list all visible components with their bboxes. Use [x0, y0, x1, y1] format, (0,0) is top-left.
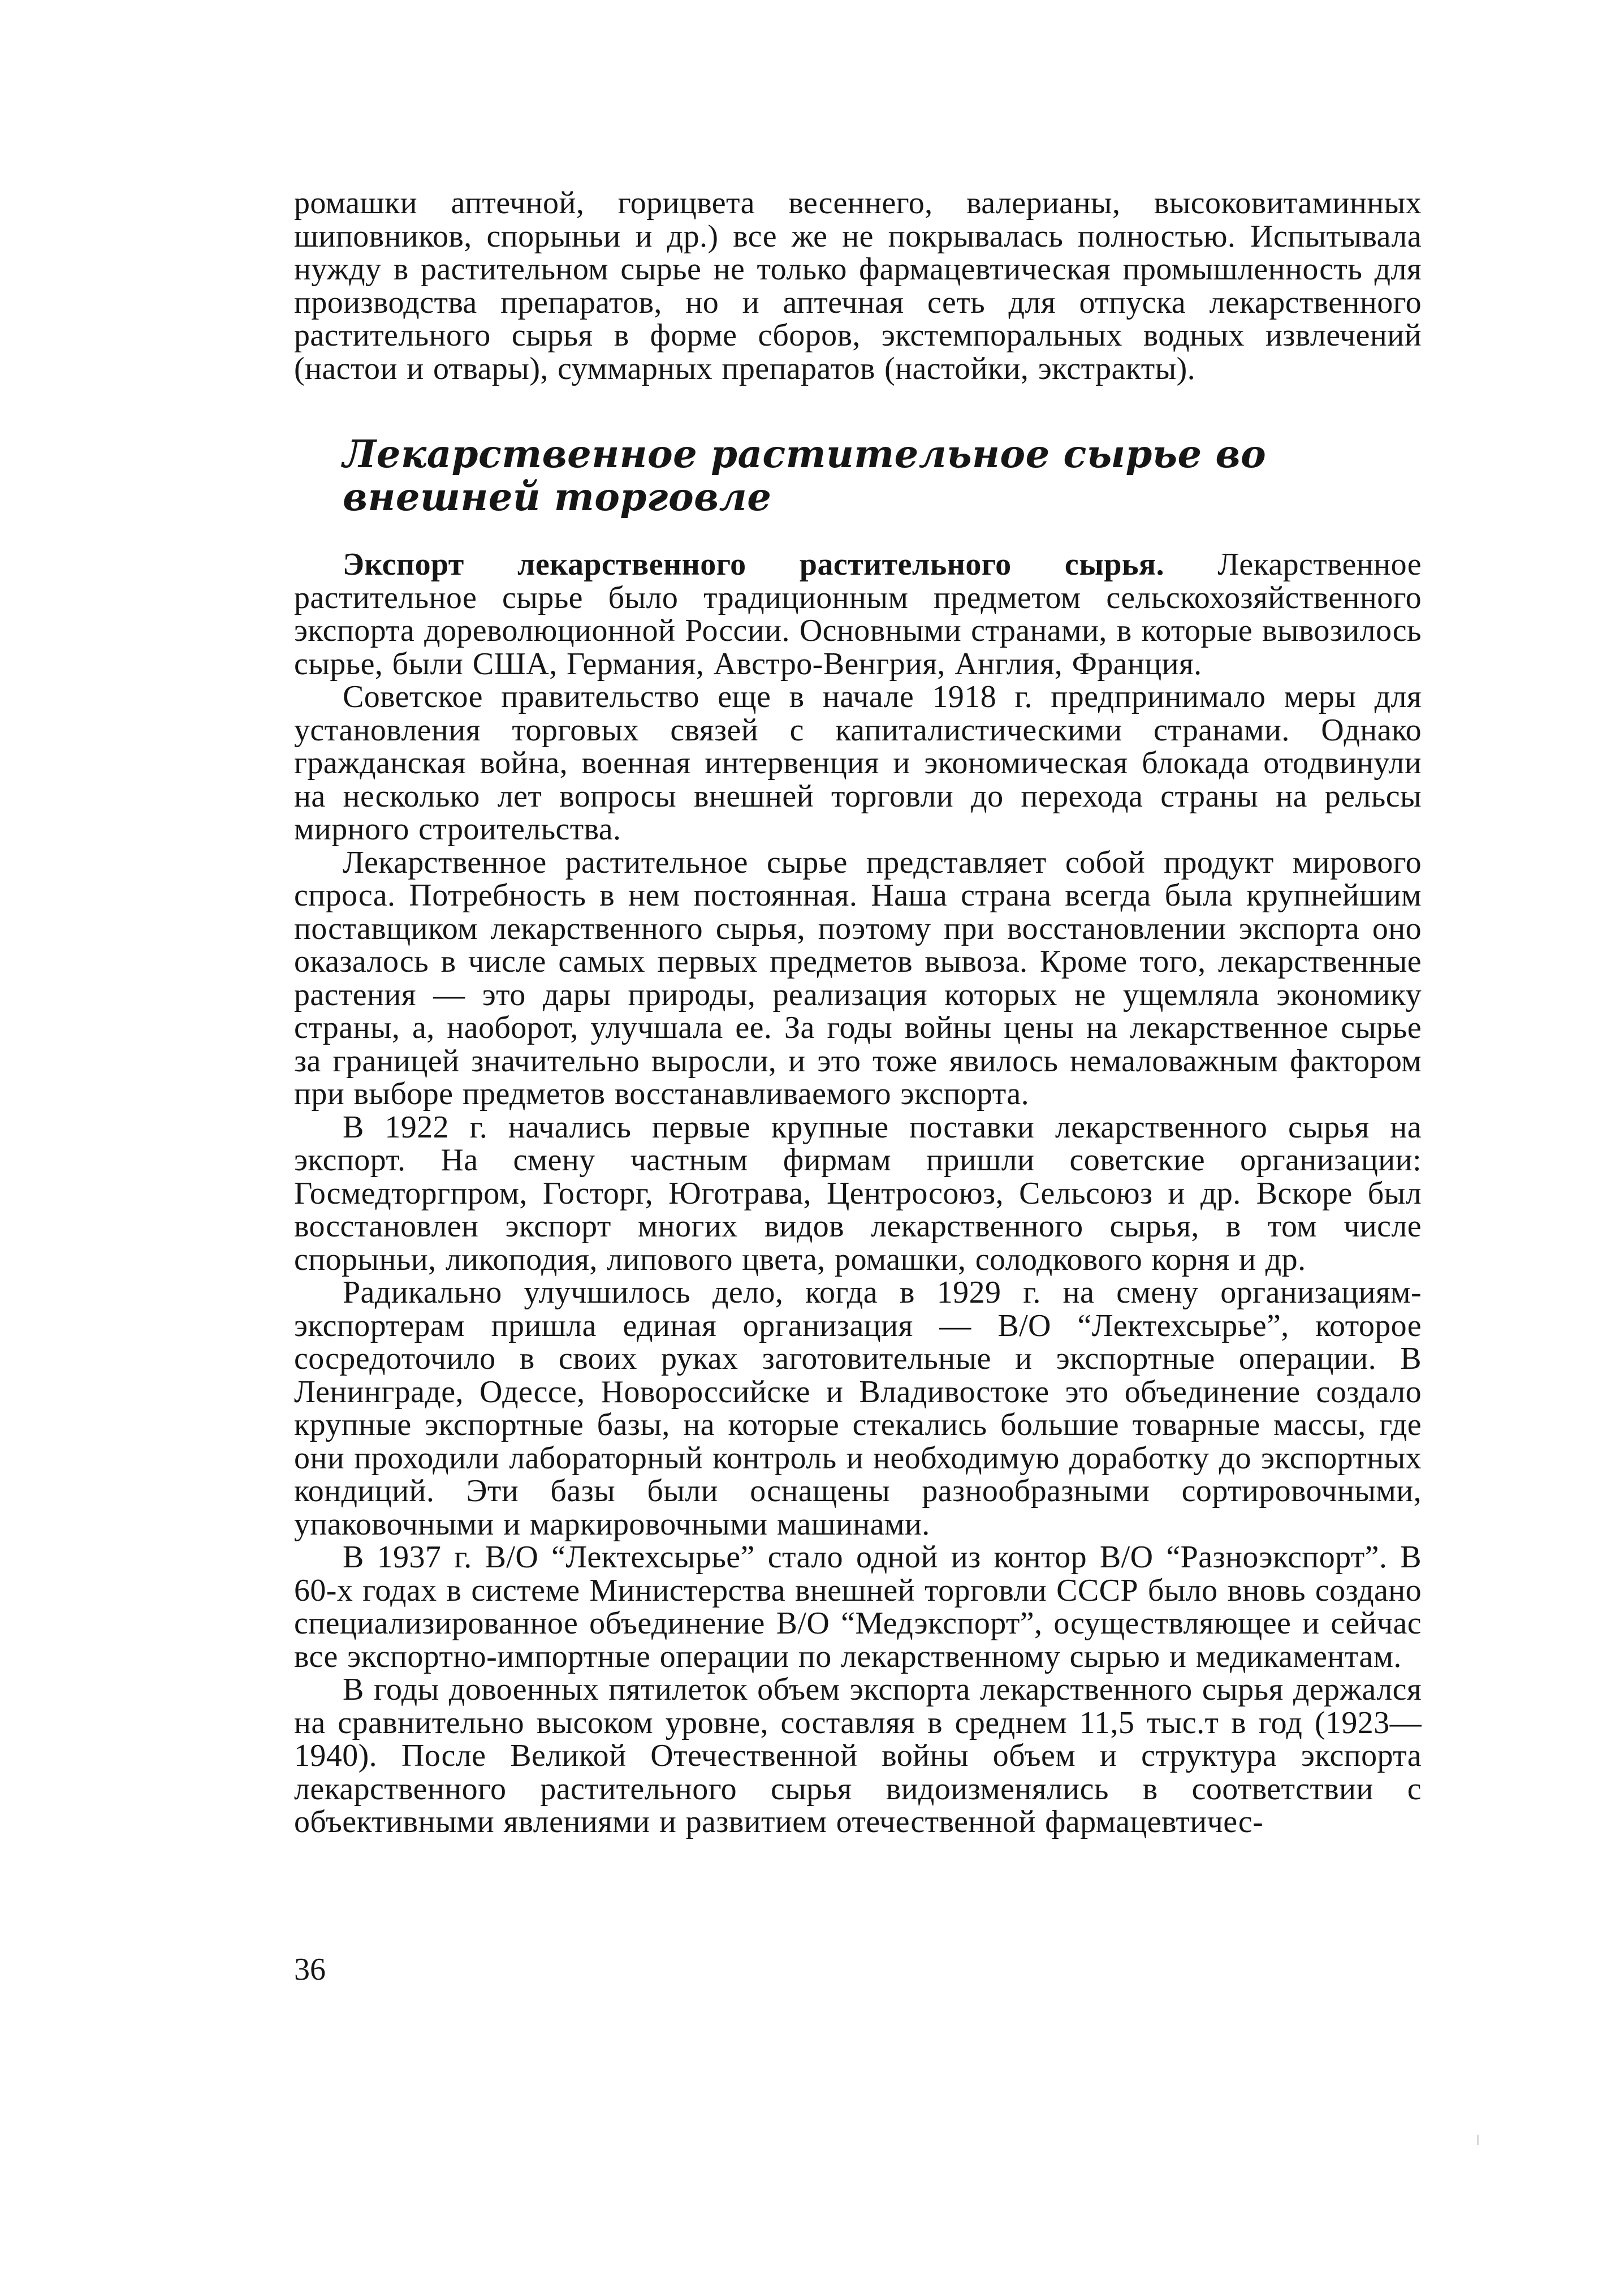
scan-speck: [1477, 2135, 1479, 2145]
paragraph: В 1937 г. В/О “Лектехсырье” стало одной из контор В/О “Разноэкспорт”. В 60-х годах в системе Министерства внешней торговли СССР было вновь создано специализированное объединение В/О “Медэкспорт”, осуществляющее и сейчас все экспортно-импортные операции по лекарственному сырью и медикаментам.: [294, 1540, 1422, 1674]
paragraph: В годы довоенных пятилеток объем экспорта лекарственного сырья держался на сравнительно высоком уровне, составляя в среднем 11,5 тыс.т в год (1923—1940). После Великой Отечественной войны объем и структура экспорта лекарственного растительного сырья видоизменялись в соответствии с объективными явлениями и развитием отечественной фармацевтичес-: [294, 1672, 1422, 1839]
continuation-paragraph: ромашки аптечной, горицвета весеннего, валерианы, высоковитаминных шиповников, спорыньи и др.) все же не покрывалась полностью. Испытывала нужду в растительном сырье не только фармацевтическая промышленность для производства препаратов, но и аптечная сеть для отпуска лекарственного растительного сырья в форме сборов, экстемпоральных водных извлечений (настои и отвары), суммарных препаратов (настойки, экстракты).: [294, 186, 1422, 386]
paragraph: Советское правительство еще в начале 1918 г. предпринимало меры для установления торговых связей с капиталистическими странами. Однако гражданская война, военная интервенция и экономическая блокада отодвинули на несколько лет вопросы внешней торговли до перехода страны на рельсы мирного строительства.: [294, 679, 1422, 847]
page-body: [294, 187, 1422, 1839]
paragraph: Радикально улучшилось дело, когда в 1929 г. на смену организациям-экспортерам пришла единая организация — В/О “Лектехсырье”, которое сосредоточило в своих руках заготовительные и экспортные операции. В Ленинграде, Одессе, Новороссийске и Владивостоке это объединение создало крупные экспортные базы, на которые стекались большие товарные массы, где они проходили лабораторный контроль и необходимую доработку до экспортных кондиций. Эти базы были оснащены разнообразными сортировочными, упаковочными и маркировочными машинами.: [294, 1275, 1422, 1542]
paragraph: В 1922 г. начались первые крупные поставки лекарственного сырья на экспорт. На смену частным фирмам пришли советские организации: Госмедторгпром, Госторг, Юготрава, Центросоюз, Сельсоюз и др. Вскоре был восстановлен экспорт многих видов лекарственного сырья, в том числе спорыньи, ликоподия, липового цвета, ромашки, солодкового корня и др.: [294, 1109, 1422, 1277]
paragraph: Лекарственное растительное сырье представляет собой продукт мирового спроса. Потребность в нем постоянная. Наша страна всегда была крупнейшим поставщиком лекарственного сырья, поэтому при восстановлении экспорта оно оказалось в числе самых первых предметов вывоза. Кроме того, лекарственные растения — это дары природы, реализация которых не ущемляла экономику страны, а, наоборот, улучшала ее. За годы войны цены на лекарственное сырье за границей значительно выросли, и это тоже явилось немаловажным фактором при выборе предметов восстанавливаемого экспорта.: [294, 844, 1422, 1111]
subsection-paragraph: [294, 548, 1422, 680]
subsection-heading: Экспорт лекарственного растительного сырья.: [343, 547, 1164, 582]
subsection-first-text: Лекарственное растительное сырье было традиционным предметом сельскохозяйственного экспорта дореволюционной России. Основными странами, в которые вывозилось сырье, были США, Германия, Австро-Венгрия, Англия, Франция.: [294, 547, 1422, 682]
page-number: 36: [294, 1952, 326, 1987]
section-title: Лекарственное растительное сырье во внешней торговле: [343, 432, 1267, 519]
